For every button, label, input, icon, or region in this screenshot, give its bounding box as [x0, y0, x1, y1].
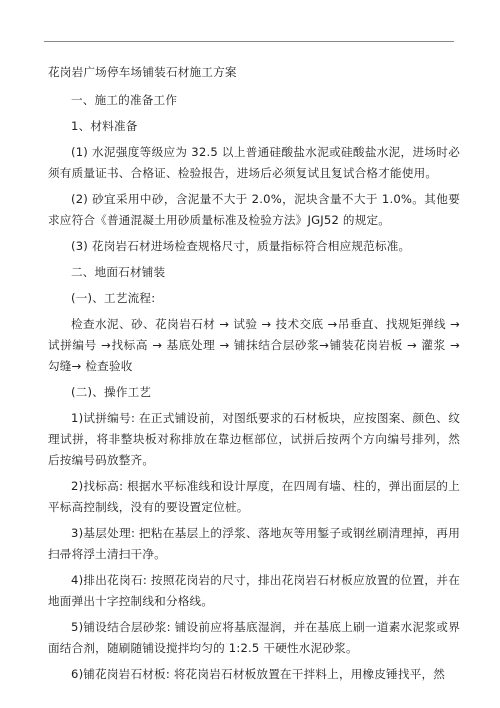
paragraph-step-4: 4)排出花岗石: 按照花岗岩的尺寸，排出花岗岩石材板应放置的位置，并在地面弹出十字控制线和分格线。 — [48, 573, 460, 608]
paragraph-granite-inspection: (3) 花岗岩石材进场检查规格尺寸，质量指标符合相应规范标准。 — [71, 239, 411, 253]
header-rule — [44, 41, 454, 42]
paragraph-sand: (2) 砂宜采用中砂，含泥量不大于 2.0%，泥块含量不大于 1.0%。其他要求应符合《普通混凝土用砂质量标准及检验方法》JGJ52 的规定。 — [48, 192, 460, 227]
paragraph-step-2: 2)找标高: 根据水平标准线和设计厚度，在四周有墙、柱的，弹出面层的上平标高控制线，没有的要设置定位桩。 — [48, 479, 460, 514]
document-body — [48, 62, 460, 690]
subsection-heading-process-flow: (一)、工艺流程: — [71, 291, 156, 305]
subsection-heading-materials: 1、材料准备 — [71, 119, 138, 133]
paragraph-process-flow: 检查水泥、砂、花岗岩石材 → 试验 → 技术交底 →吊垂直、找规矩弹线 →试拼编号 →找标高 → 基底处理 → 铺抹结合层砂浆→铺装花岗岩板 → 灌浆 → 勾缝→ 检查验收 — [48, 317, 460, 373]
paragraph-step-6: 6)铺花岗岩石材板: 将花岗岩石材板放置在干拌料上，用橡皮锤找平，然 — [71, 667, 446, 681]
paragraph-step-3: 3)基层处理: 把粘在基层上的浮浆、落地灰等用錾子或钢丝刷清理掉，再用扫帚将浮土清扫干净。 — [48, 526, 460, 561]
section-heading-2: 二、地面石材铺装 — [71, 265, 166, 279]
document-title: 花岗岩广场停车场铺装石材施工方案 — [48, 65, 237, 79]
paragraph-step-1: 1)试拼编号: 在正式铺设前，对图纸要求的石材板块，应按图案、颜色、纹理试拼，将非整块板对称排放在靠边框部位，试拼后按两个方向编号排列，然后按编号码放整齐。 — [48, 411, 460, 467]
subsection-heading-operation: (二)、操作工艺 — [71, 385, 152, 399]
paragraph-step-5: 5)铺设结合层砂浆: 铺设前应将基底湿润，并在基底上刷一道素水泥浆或界面结合剂，随刷随铺设搅拌均匀的 1:2.5 干硬性水泥砂浆。 — [48, 620, 460, 655]
paragraph-cement: (1) 水泥强度等级应为 32.5 以上普通硅酸盐水泥或硅酸盐水泥，进场时必须有质量证书、合格证、检验报告，进场后必须复试且复试合格才能使用。 — [48, 145, 460, 180]
section-heading-1: 一、施工的准备工作 — [71, 93, 178, 107]
